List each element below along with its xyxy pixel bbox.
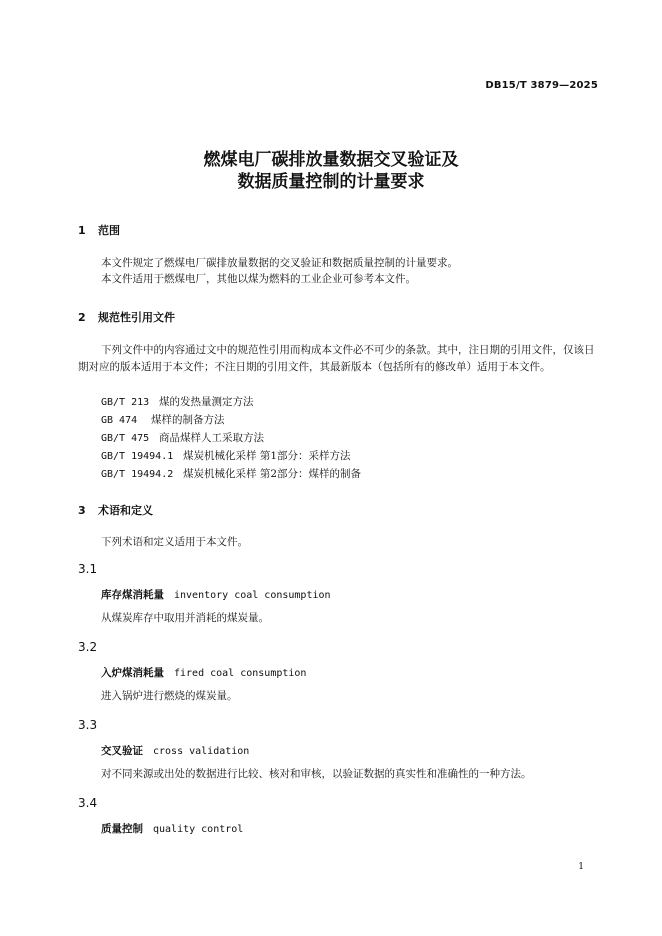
term-entry xyxy=(101,665,306,680)
term-english: cross validation xyxy=(153,746,250,757)
term-entry xyxy=(101,821,243,836)
term-chinese: 库存煤消耗量 xyxy=(101,589,164,601)
reference-code: GB/T 213 xyxy=(101,397,150,408)
reference-item xyxy=(101,394,254,409)
reference-code: GB 474 xyxy=(101,415,138,426)
term-number: 3.4 xyxy=(78,796,98,810)
reference-name: 商品煤样人工采取方法 xyxy=(159,432,264,444)
section-3-paragraph-1: 下列术语和定义适用于本文件。 xyxy=(101,536,248,548)
reference-name: 煤样的制备方法 xyxy=(151,414,225,426)
term-number: 3.2 xyxy=(78,640,98,654)
term-english: inventory coal consumption xyxy=(174,590,331,601)
term-chinese: 质量控制 xyxy=(101,823,143,835)
reference-item xyxy=(101,448,351,463)
standard-code: DB15/T 3879—2025 xyxy=(485,80,598,91)
term-english: quality control xyxy=(153,824,244,835)
term-chinese: 交叉验证 xyxy=(101,745,143,757)
section-3-heading xyxy=(78,502,153,518)
term-definition: 从煤炭库存中取用并消耗的煤炭量。 xyxy=(101,612,269,624)
term-english: fired coal consumption xyxy=(174,668,307,679)
section-1-paragraph-1: 本文件规定了燃煤电厂碳排放量数据的交叉验证和数据质量控制的计量要求。 xyxy=(101,257,458,269)
section-2-heading xyxy=(78,309,175,325)
term-entry xyxy=(101,743,249,758)
term-definition: 进入锅炉进行燃烧的煤炭量。 xyxy=(101,690,238,702)
term-definition: 对不同来源或出处的数据进行比较、核对和审核，以验证数据的真实性和准确性的一种方法。 xyxy=(101,768,532,780)
section-1-heading xyxy=(78,222,120,238)
section-number: 2 xyxy=(78,311,86,324)
reference-code: GB/T 19494.2 xyxy=(101,469,174,480)
document-title-line-1: 燃煤电厂碳排放量数据交叉验证及 xyxy=(203,150,459,170)
section-title: 范围 xyxy=(98,224,120,237)
reference-item xyxy=(101,430,264,445)
section-2-paragraph-1: 下列文件中的内容通过文中的规范性引用而构成本文件必不可少的条款。其中，注日期的引用文件，仅该日期对应的版本适用于本文件；不注日期的引用文件，其最新版本（包括所有的修改单）适用于本文件。 xyxy=(78,344,595,373)
reference-item xyxy=(101,466,361,481)
section-number: 3 xyxy=(78,504,86,517)
reference-code: GB/T 19494.1 xyxy=(101,451,174,462)
reference-code: GB/T 475 xyxy=(101,433,150,444)
document-title-line-2: 数据质量控制的计量要求 xyxy=(237,172,425,192)
reference-name: 煤炭机械化采样 第1部分：采样方法 xyxy=(183,450,351,462)
term-number: 3.3 xyxy=(78,718,98,732)
term-entry xyxy=(101,587,331,602)
reference-item xyxy=(101,412,225,427)
section-title: 术语和定义 xyxy=(98,504,153,517)
term-chinese: 入炉煤消耗量 xyxy=(101,667,164,679)
term-number: 3.1 xyxy=(78,562,98,576)
section-number: 1 xyxy=(78,224,86,237)
reference-name: 煤炭机械化采样 第2部分：煤样的制备 xyxy=(183,468,362,480)
reference-name: 煤的发热量测定方法 xyxy=(159,396,254,408)
section-1-paragraph-2: 本文件适用于燃煤电厂，其他以煤为燃料的工业企业可参考本文件。 xyxy=(101,273,416,285)
page-number: 1 xyxy=(578,862,584,872)
section-title: 规范性引用文件 xyxy=(98,311,175,324)
